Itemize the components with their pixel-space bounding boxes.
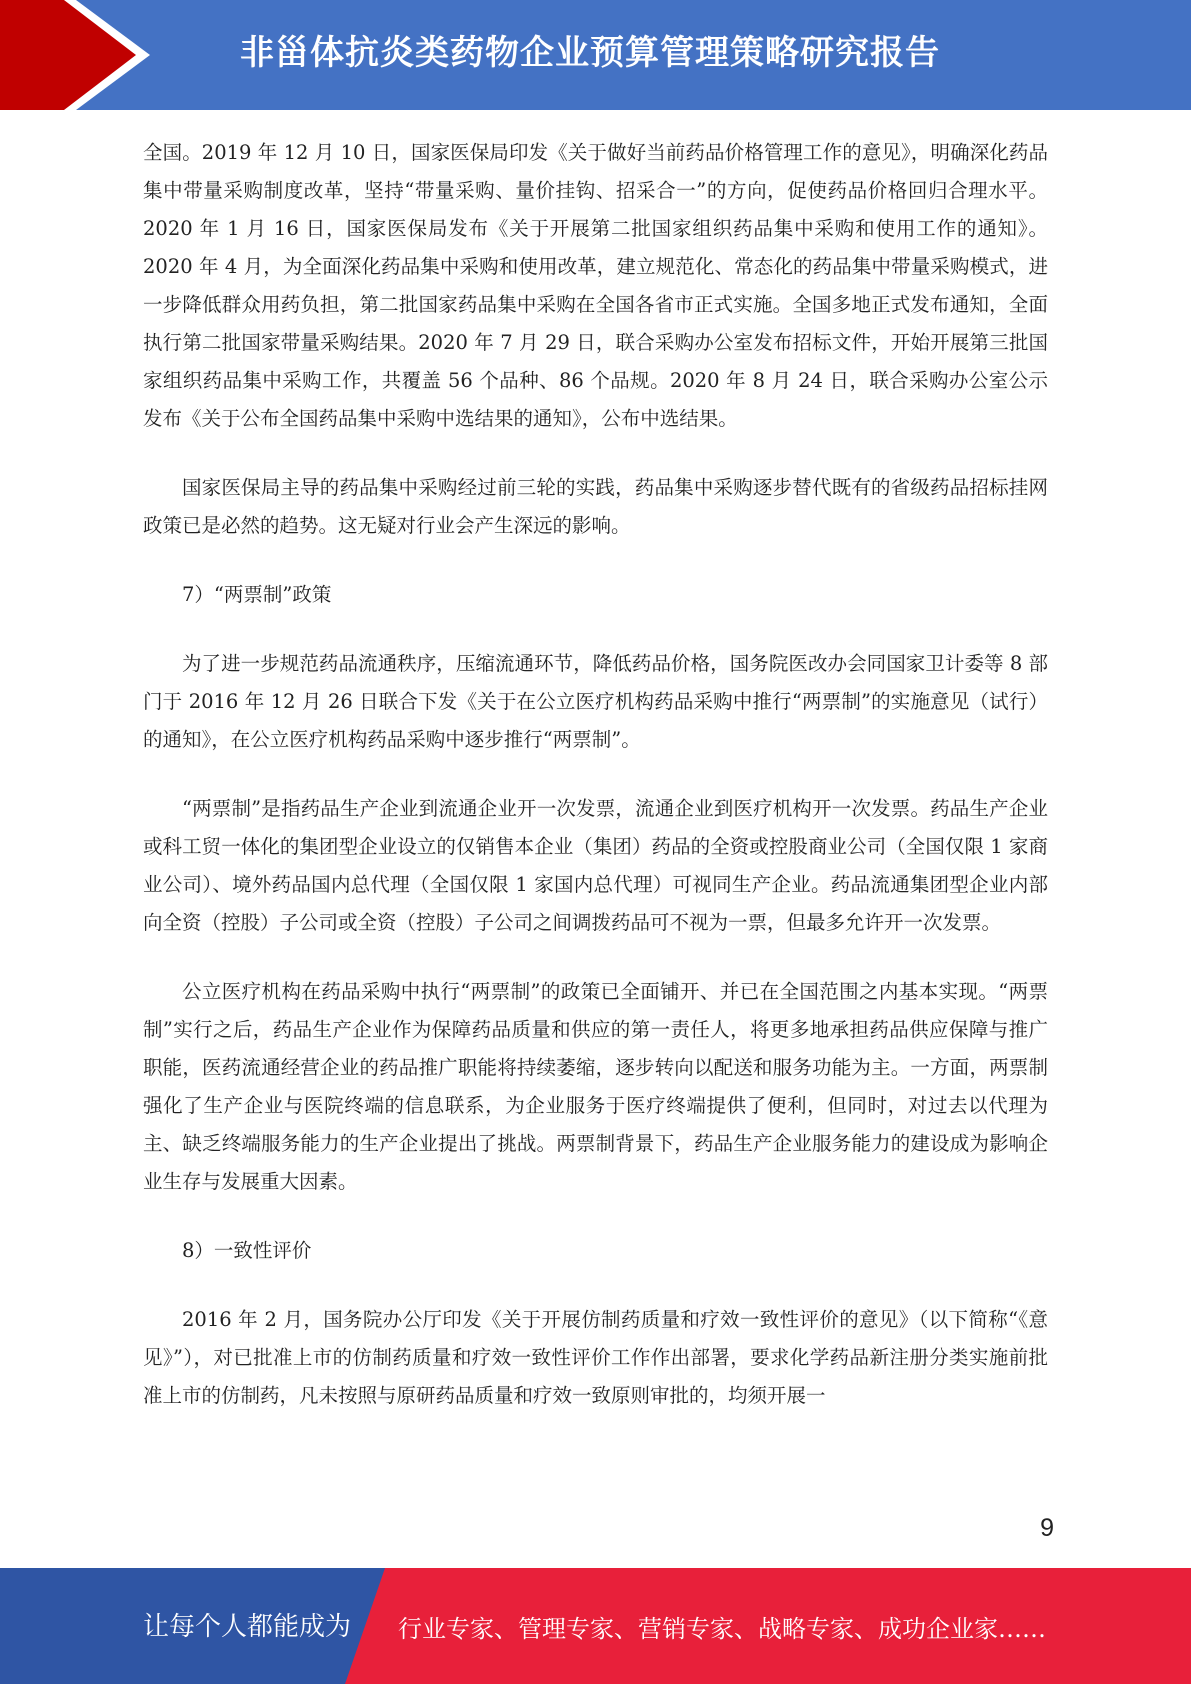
section-heading: 8）一致性评价 (182, 1239, 312, 1262)
body-content (143, 134, 1048, 1415)
paragraph: 2016 年 2 月，国务院办公厅印发《关于开展仿制药质量和疗效一致性评价的意见》（以下简称“《意见》”），对已批准上市的仿制药质量和疗效一致性评价工作作出部署，要求化学药品新注册分类实施前批准上市的仿制药，凡未按照与原研药品质量和疗效一致原则审批的，均须开展一 (143, 1308, 1048, 1407)
footer-slogan-left: 让每个人都能成为 (143, 1612, 352, 1642)
footer-slogan-right: 行业专家、管理专家、营销专家、战略专家、成功企业家…… (398, 1615, 1046, 1643)
paragraph: 公立医疗机构在药品采购中执行“两票制”的政策已全面铺开、并已在全国范围之内基本实现。“两票制”实行之后，药品生产企业作为保障药品质量和供应的第一责任人，将更多地承担药品供应保障与推广职能，医药流通经营企业的药品推广职能将持续萎缩，逐步转向以配送和服务功能为主。一方面，两票制强化了生产企业与医院终端的信息联系，为企业服务于医疗终端提供了便利，但同时，对过去以代理为主、缺乏终端服务能力的生产企业提出了挑战。两票制背景下，药品生产企业服务能力的建设成为影响企业生存与发展重大因素。 (143, 980, 1048, 1193)
paragraph: 为了进一步规范药品流通秩序，压缩流通环节，降低药品价格，国务院医改办会同国家卫计委等 8 部门于 2016 年 12 月 26 日联合下发《关于在公立医疗机构药品采购中推行“两票制”的实施意见（试行）的通知》，在公立医疗机构药品采购中逐步推行“两票制”。 (143, 652, 1048, 751)
paragraph: “两票制”是指药品生产企业到流通企业开一次发票，流通企业到医疗机构开一次发票。药品生产企业或科工贸一体化的集团型企业设立的仅销售本企业（集团）药品的全资或控股商业公司（全国仅限 1 家商业公司）、境外药品国内总代理（全国仅限 1 家国内总代理）可视同生产企业。药品流通集团型企业内部向全资（控股）子公司或全资（控股）子公司之间调拨药品可不视为一票，但最多允许开一次发票。 (143, 797, 1048, 934)
paragraph: 全国。2019 年 12 月 10 日，国家医保局印发《关于做好当前药品价格管理工作的意见》，明确深化药品集中带量采购制度改革，坚持“带量采购、量价挂钩、招采合一”的方向，促使药品价格回归合理水平。2020 年 1 月 16 日，国家医保局发布《关于开展第二批国家组织药品集中采购和使用工作的通知》。2020 年 4 月，为全面深化药品集中采购和使用改革，建立规范化、常态化的药品集中带量采购模式，进一步降低群众用药负担，第二批国家药品集中采购在全国各省市正式实施。全国多地正式发布通知，全面执行第二批国家带量采购结果。2020 年 7 月 29 日，联合采购办公室发布招标文件，开始开展第三批国家组织药品集中采购工作，共覆盖 56 个品种、86 个品规。2020 年 8 月 24 日，联合采购办公室公示发布《关于公布全国药品集中采购中选结果的通知》，公布中选结果。 (143, 141, 1048, 430)
page-number: 9 (1040, 1514, 1054, 1542)
section-heading: 7）“两票制”政策 (182, 583, 332, 606)
chevron-red-arrow (0, 0, 136, 110)
report-title: 非甾体抗炎类药物企业预算管理策略研究报告 (240, 33, 940, 73)
header-chevron-decoration (0, 0, 160, 110)
paragraph: 国家医保局主导的药品集中采购经过前三轮的实践，药品集中采购逐步替代既有的省级药品招标挂网政策已是必然的趋势。这无疑对行业会产生深远的影响。 (143, 476, 1048, 537)
